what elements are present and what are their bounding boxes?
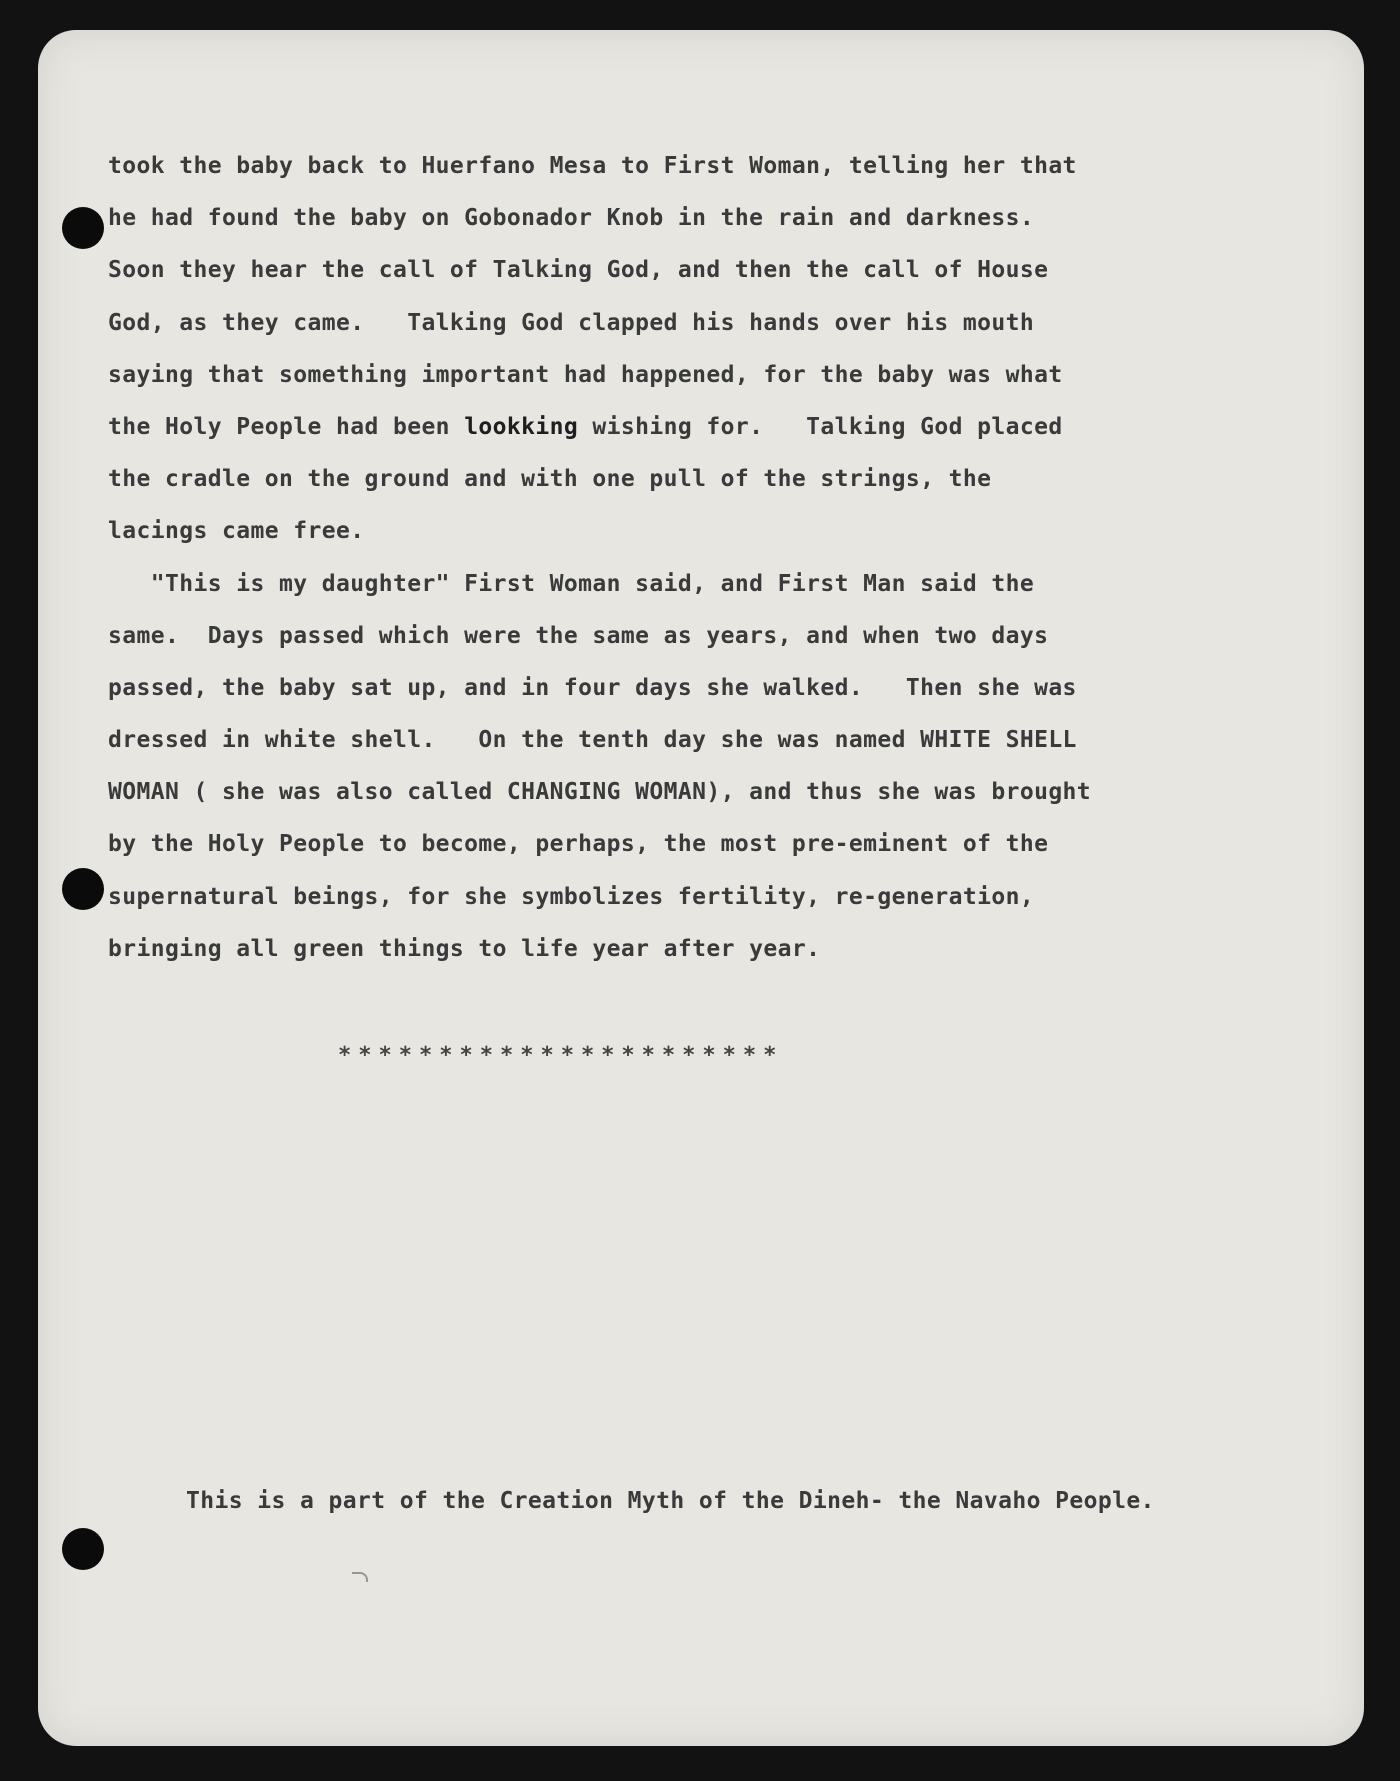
text-line: lacings came free. <box>108 518 365 545</box>
struck-over-word: lookking <box>464 413 579 440</box>
text-line-with-strikeover <box>108 401 1228 453</box>
binder-hole-middle <box>62 868 104 910</box>
asterisk-separator: ********************** <box>338 1043 784 1068</box>
binder-hole-top <box>62 207 104 249</box>
pencil-mark <box>352 1572 368 1582</box>
body-text <box>108 140 1228 975</box>
text-line: same. Days passed which were the same as years, and when two days <box>108 622 1049 649</box>
text-line: he had found the baby on Gobonador Knob in the rain and darkness. <box>108 205 1035 232</box>
line-start: the Holy People had been <box>108 413 465 440</box>
text-line: took the baby back to Huerfano Mesa to First Woman, telling her that <box>108 153 1077 179</box>
text-line: by the Holy People to become, perhaps, the most pre-eminent of the <box>108 831 1049 858</box>
text-line: supernatural beings, for she symbolizes fertility, re-generation, <box>108 883 1035 910</box>
text-line: "This is my daughter" First Woman said, and First Man said the <box>108 570 1035 597</box>
footnote: This is a part of the Creation Myth of the Dineh- the Navaho People. <box>186 1488 1155 1514</box>
text-line: God, as they came. Talking God clapped his hands over his mouth <box>108 309 1035 336</box>
text-line: dressed in white shell. On the tenth day she was named WHITE SHELL <box>108 727 1077 754</box>
line-end: wishing for. Talking God placed <box>578 413 1063 440</box>
text-line: saying that something important had happened, for the baby was what <box>108 361 1063 388</box>
text-line: bringing all green things to life year after year. <box>108 935 821 962</box>
text-line: Soon they hear the call of Talking God, and then the call of House <box>108 257 1049 284</box>
binder-hole-bottom <box>62 1528 104 1570</box>
text-line: WOMAN ( she was also called CHANGING WOMAN), and thus she was brought <box>108 779 1092 806</box>
text-line: passed, the baby sat up, and in four days she walked. Then she was <box>108 674 1077 701</box>
text-line: the cradle on the ground and with one pull of the strings, the <box>108 466 992 493</box>
